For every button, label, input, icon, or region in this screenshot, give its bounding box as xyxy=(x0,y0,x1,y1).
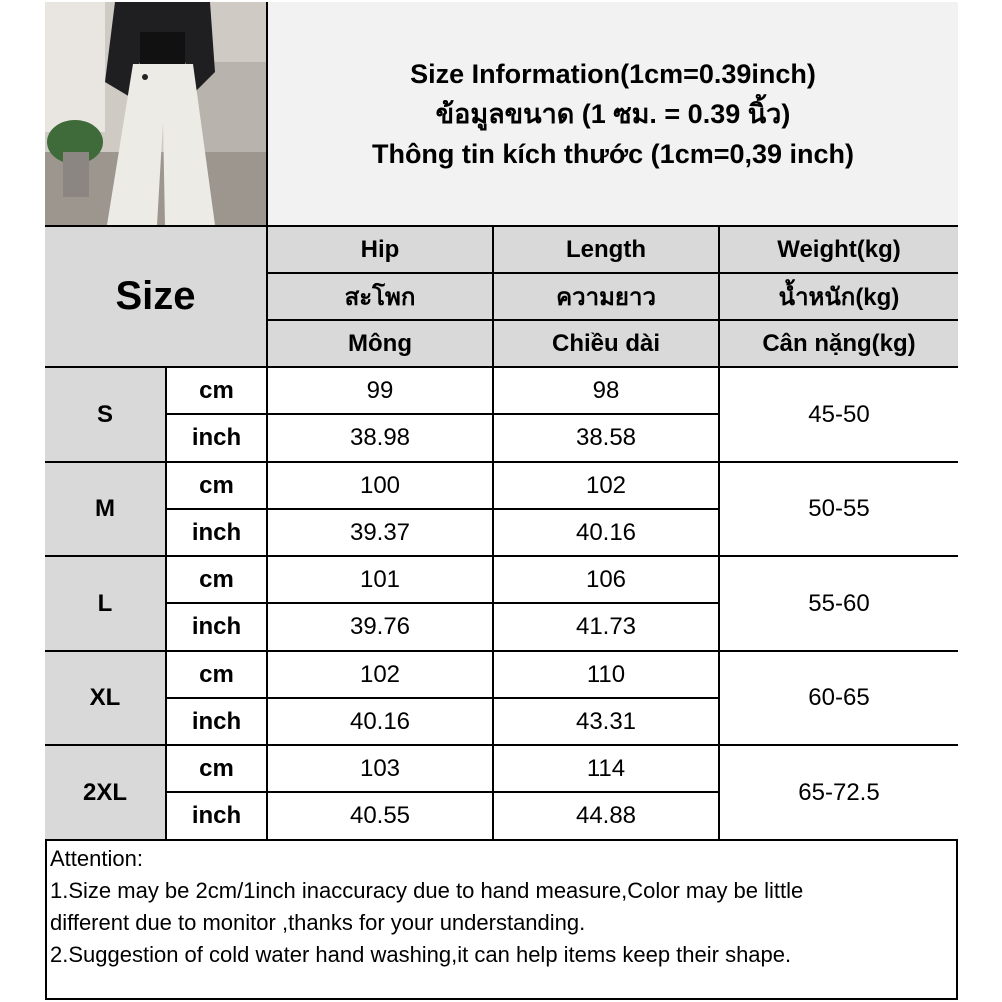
hip-header-en: Hip xyxy=(268,227,494,274)
length-header-th: ความยาว xyxy=(494,274,720,321)
length-inch-value: 44.88 xyxy=(494,793,720,841)
weight-value: 45-50 xyxy=(720,368,958,463)
weight-value: 55-60 xyxy=(720,557,958,652)
unit-label-cm: cm xyxy=(167,463,268,510)
length-cm-value: 98 xyxy=(494,368,720,415)
length-inch-value: 43.31 xyxy=(494,699,720,746)
hip-cm-value: 103 xyxy=(268,746,494,793)
hip-cm-value: 99 xyxy=(268,368,494,415)
weight-value: 60-65 xyxy=(720,652,958,746)
length-inch-value: 41.73 xyxy=(494,604,720,652)
unit-label-cm: cm xyxy=(167,652,268,699)
hip-cm-value: 100 xyxy=(268,463,494,510)
size-label: XL xyxy=(45,652,167,746)
size-label: M xyxy=(45,463,167,557)
hip-header-th: สะโพก xyxy=(268,274,494,321)
size-label: S xyxy=(45,368,167,463)
length-cm-value: 102 xyxy=(494,463,720,510)
unit-label-cm: cm xyxy=(167,746,268,793)
attention-notes xyxy=(50,843,950,971)
attention-line-3: 2.Suggestion of cold water hand washing,it can help items keep their shape. xyxy=(50,942,792,967)
length-cm-value: 110 xyxy=(494,652,720,699)
length-header-en: Length xyxy=(494,227,720,274)
length-header-vi: Chiều dài xyxy=(494,321,720,368)
product-photo-image xyxy=(45,2,266,225)
hip-inch-value: 39.37 xyxy=(268,510,494,557)
hip-header-vi: Mông xyxy=(268,321,494,368)
length-cm-value: 114 xyxy=(494,746,720,793)
title-vietnamese: Thông tin kích thước (1cm=0,39 inch) xyxy=(371,138,855,169)
title-block xyxy=(268,2,958,227)
hip-cm-value: 102 xyxy=(268,652,494,699)
attention-line-2: different due to monitor ,thanks for your understanding. xyxy=(50,910,586,935)
hip-inch-value: 38.98 xyxy=(268,415,494,463)
unit-label-cm: cm xyxy=(167,557,268,604)
attention-heading: Attention: xyxy=(50,846,143,871)
hip-inch-value: 39.76 xyxy=(268,604,494,652)
weight-header-th: น้ำหนัก(kg) xyxy=(720,274,958,321)
unit-label-inch: inch xyxy=(167,793,268,841)
unit-label-inch: inch xyxy=(167,699,268,746)
attention-line-1: 1.Size may be 2cm/1inch inaccuracy due to hand measure,Color may be little xyxy=(50,878,804,903)
unit-label-inch: inch xyxy=(167,415,268,463)
size-header: Size xyxy=(45,227,268,368)
size-label: 2XL xyxy=(45,746,167,841)
title-english: Size Information(1cm=0.39inch) xyxy=(410,58,816,89)
size-label: L xyxy=(45,557,167,652)
hip-inch-value: 40.55 xyxy=(268,793,494,841)
weight-value: 65-72.5 xyxy=(720,746,958,841)
length-inch-value: 38.58 xyxy=(494,415,720,463)
title-thai: ข้อมูลขนาด (1 ซม. = 0.39 นิ้ว) xyxy=(435,98,791,129)
weight-value: 50-55 xyxy=(720,463,958,557)
product-photo xyxy=(45,2,268,227)
weight-header-vi: Cân nặng(kg) xyxy=(720,321,958,368)
length-inch-value: 40.16 xyxy=(494,510,720,557)
unit-label-inch: inch xyxy=(167,510,268,557)
unit-label-cm: cm xyxy=(167,368,268,415)
hip-inch-value: 40.16 xyxy=(268,699,494,746)
weight-header-en: Weight(kg) xyxy=(720,227,958,274)
hip-cm-value: 101 xyxy=(268,557,494,604)
unit-label-inch: inch xyxy=(167,604,268,652)
length-cm-value: 106 xyxy=(494,557,720,604)
